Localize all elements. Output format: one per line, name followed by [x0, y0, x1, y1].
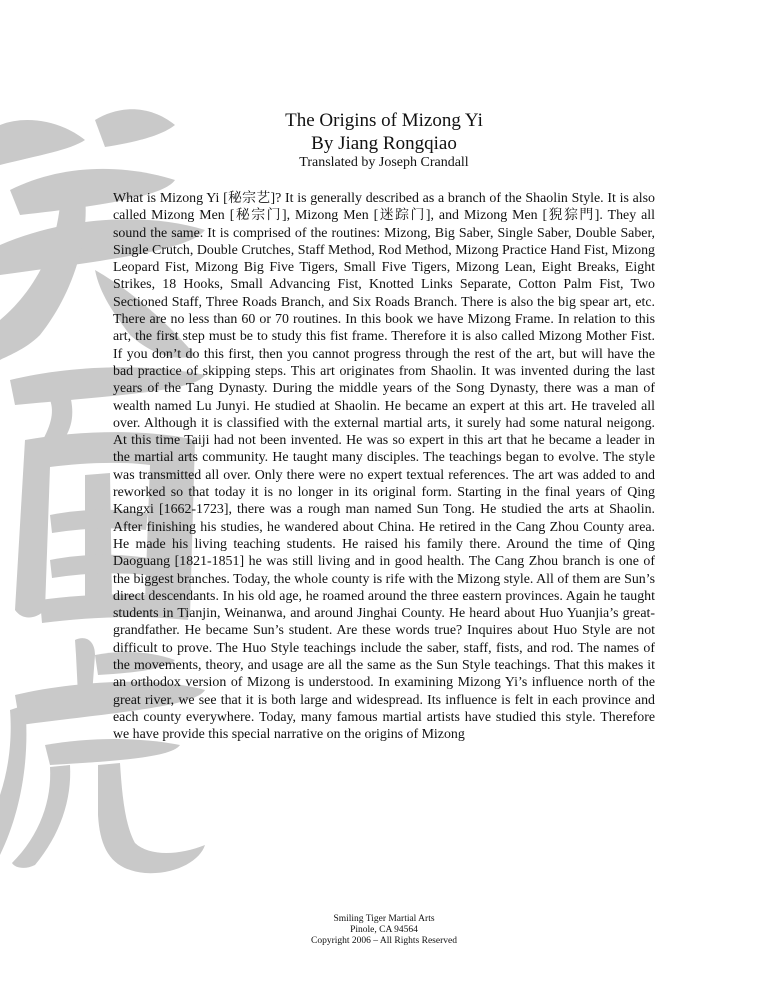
author-line: By Jiang Rongqiao — [311, 133, 457, 154]
footer-org: Smiling Tiger Martial Arts — [333, 914, 435, 924]
footer-copyright: Copyright 2006 – All Rights Reserved — [311, 936, 457, 946]
translator-line: Translated by Joseph Crandall — [299, 155, 469, 170]
body-paragraph: What is Mizong Yi [秘宗艺]? It is generally described as a branch of the Shaolin Style. It is also called Mizong Men [秘宗门], Mizong Men [迷踪门], and Mizong Men [猊猔門]. They all sound the same. It is comprised of the routines: Mizong, Big Saber, Single Saber, Double Saber, Single Crutch, Double Crutches, Staff Method, Rod Method, Mizong Practice Hand Fist, Mizong Leopard Fist, Mizong Big Five Tigers, Small Five Tigers, Mizong Lean, Eight Breaks, Eight Strikes, 18 Hooks, Small Advancing Fist, Knotted Links Separate, Cotton Palm Fist, Two Sectioned Staff, Three Roads Branch, and Six Roads Branch. There is also the big spear art, etc. There are no less than 60 or 70 routines. In this book we have Mizong Frame. In relation to this art, the first step must be to study this fist frame. Therefore it is also called Mizong Mother Fist. If you don’t do this first, then you cannot progress through the rest of the art, but will have the bad practice of skipping steps. This art originates from Shaolin. It was invented during the last years of the Tang Dynasty. During the middle years of the Song Dynasty, there was a man of wealth named Lu Junyi. He studied at Shaolin. He became an expert at this art. He traveled all over. Although it is classified with the external martial arts, it surely had some natural neigong. At this time Taiji had not been invented. He was so expert in this art that he became a leader in the martial arts community. He taught many disciples. The teachings began to evolve. The style was transmitted all over. Only there were no expert textual references. The art was added to and reworked so that today it is no longer in its original form. Starting in the final years of Qing Kangxi [1662-1723], there was a rough man named Sun Tong. He studied the arts at Shaolin. After finishing his studies, he wandered about China. He retired in the Cang Zhou County area. He made his living teaching students. He raised his family there. Around the time of Qing Daoguang [1821-1851] he was still living and in good health. The Cang Zhou branch is one of the biggest branches. Today, the whole county is rife with the Mizong style. All of them are Sun’s direct descendants. In his old age, he roamed around the three eastern provinces. Again he taught students in Tianjin, Weinanwa, and around Jinghai County. He heard about Huo Yuanjia’s great-grandfather. He became Sun’s student. Are these words true? Inquires about Huo Style are not difficult to prove. The Huo Style teachings include the saber, staff, fists, and rod. The names of the movements, theory, and usage are all the same as the Sun Style teachings. That this makes it an orthodox version of Mizong is understood. In examining Mizong Yi’s influence north of the great river, we see that it is both large and widespread. Its influence is felt in each province and each county everywhere. Today, many famous martial artists have studied this style. Therefore we have provide this special narrative on the origins of Mizong — [113, 191, 655, 743]
page-title: The Origins of Mizong Yi — [285, 110, 483, 131]
footer — [0, 914, 768, 947]
footer-address: Pinole, CA 94564 — [350, 925, 418, 935]
